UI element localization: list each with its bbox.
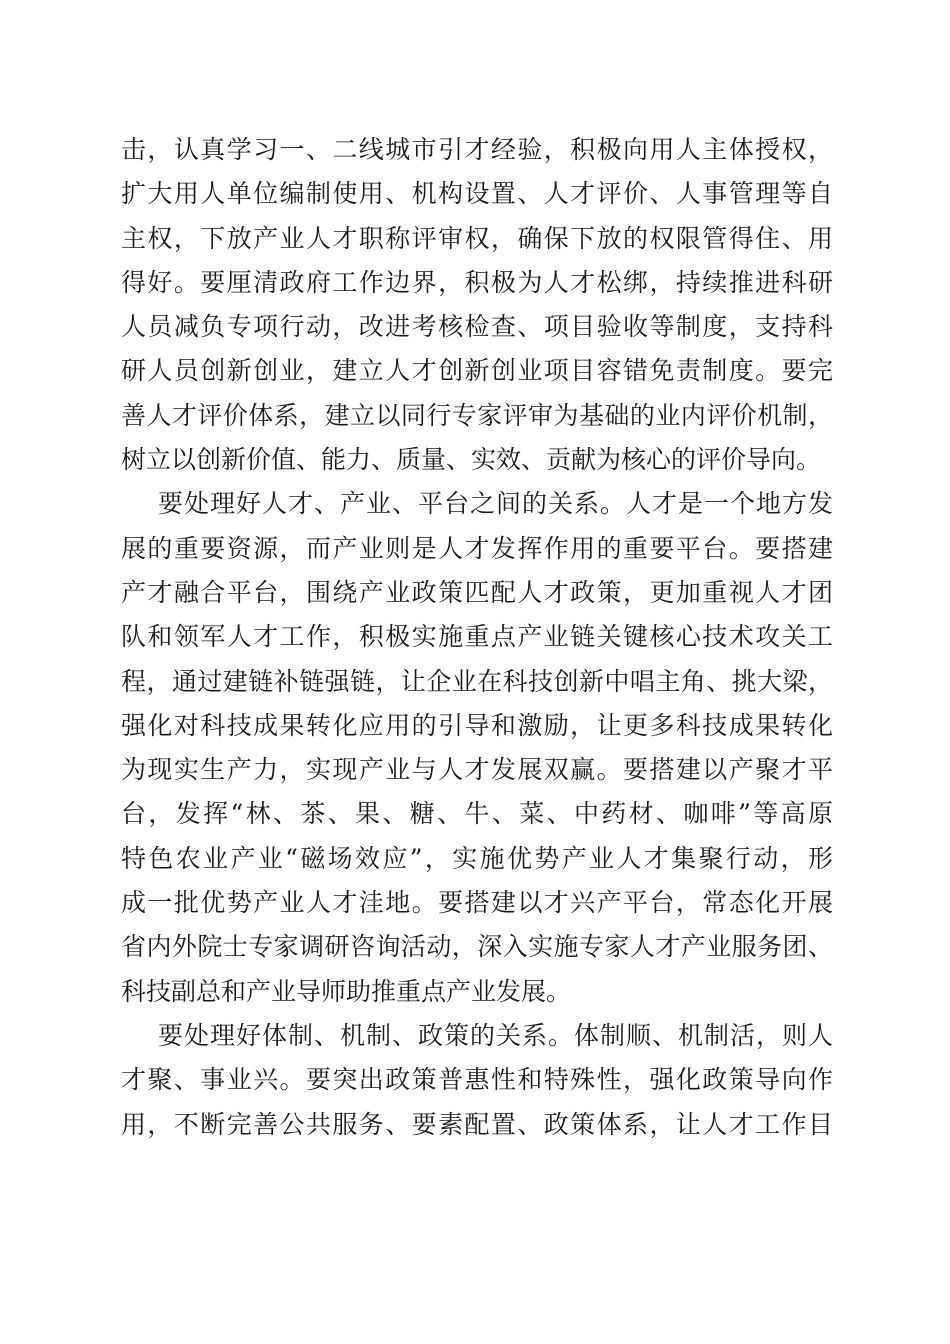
paragraph-1-line: 树立以创新价值、能力、质量、实效、贡献为核心的评价导向。 bbox=[121, 445, 822, 475]
paragraph-1-line: 善人才评价体系，建立以同行专家评审为基础的业内评价机制， bbox=[121, 400, 833, 430]
paragraph-2-line: 强化对科技成果转化应用的引导和激励，让更多科技成果转化 bbox=[121, 710, 833, 740]
paragraph-1-line: 扩大用人单位编制使用、机构设置、人才评价、人事管理等自 bbox=[121, 179, 833, 209]
paragraph-2-line: 产才融合平台，围绕产业政策匹配人才政策，更加重视人才团 bbox=[121, 577, 833, 607]
paragraph-3-line: 用，不断完善公共服务、要素配置、政策体系，让人才工作目 bbox=[121, 1109, 833, 1139]
paragraph-1-line: 击，认真学习一、二线城市引才经验，积极向用人主体授权， bbox=[121, 135, 833, 164]
paragraph-3-line: 要处理好体制、机制、政策的关系。体制顺、机制活，则人 bbox=[158, 1020, 833, 1050]
paragraph-2-line: 台，发挥“林、茶、果、糖、牛、菜、中药材、咖啡”等高原 bbox=[121, 799, 833, 829]
paragraph-1-line: 人员减负专项行动，改进考核检查、项目验收等制度，支持科 bbox=[121, 312, 833, 342]
paragraph-2-line: 队和领军人才工作，积极实施重点产业链关键核心技术攻关工 bbox=[121, 622, 833, 652]
paragraph-1-line: 主权，下放产业人才职称评审权，确保下放的权限管得住、用 bbox=[121, 223, 833, 253]
paragraph-2-line: 程，通过建链补链强链，让企业在科技创新中唱主角、挑大梁， bbox=[121, 666, 833, 696]
paragraph-3-line: 才聚、事业兴。要突出政策普惠性和特殊性，强化政策导向作 bbox=[121, 1065, 833, 1095]
paragraph-2-line: 要处理好人才、产业、平台之间的关系。人才是一个地方发 bbox=[158, 489, 833, 519]
body-text bbox=[121, 128, 833, 1147]
paragraph-2-line: 为现实生产力，实现产业与人才发展双赢。要搭建以产聚才平 bbox=[121, 755, 833, 785]
paragraph-2-line: 科技副总和产业导师助推重点产业发展。 bbox=[121, 976, 572, 1006]
paragraph-1-line: 得好。要厘清政府工作边界，积极为人才松绑，持续推进科研 bbox=[121, 267, 833, 297]
paragraph-2-line: 成一批优势产业人才洼地。要搭建以才兴产平台，常态化开展 bbox=[121, 888, 833, 918]
paragraph-2-line: 特色农业产业“磁场效应”，实施优势产业人才集聚行动，形 bbox=[121, 843, 833, 873]
paragraph-2-line: 省内外院士专家调研咨询活动，深入实施专家人才产业服务团、 bbox=[121, 932, 833, 962]
paragraph-2-line: 展的重要资源，而产业则是人才发挥作用的重要平台。要搭建 bbox=[121, 533, 833, 563]
paragraph-1-line: 研人员创新创业，建立人才创新创业项目容错免责制度。要完 bbox=[121, 356, 833, 386]
